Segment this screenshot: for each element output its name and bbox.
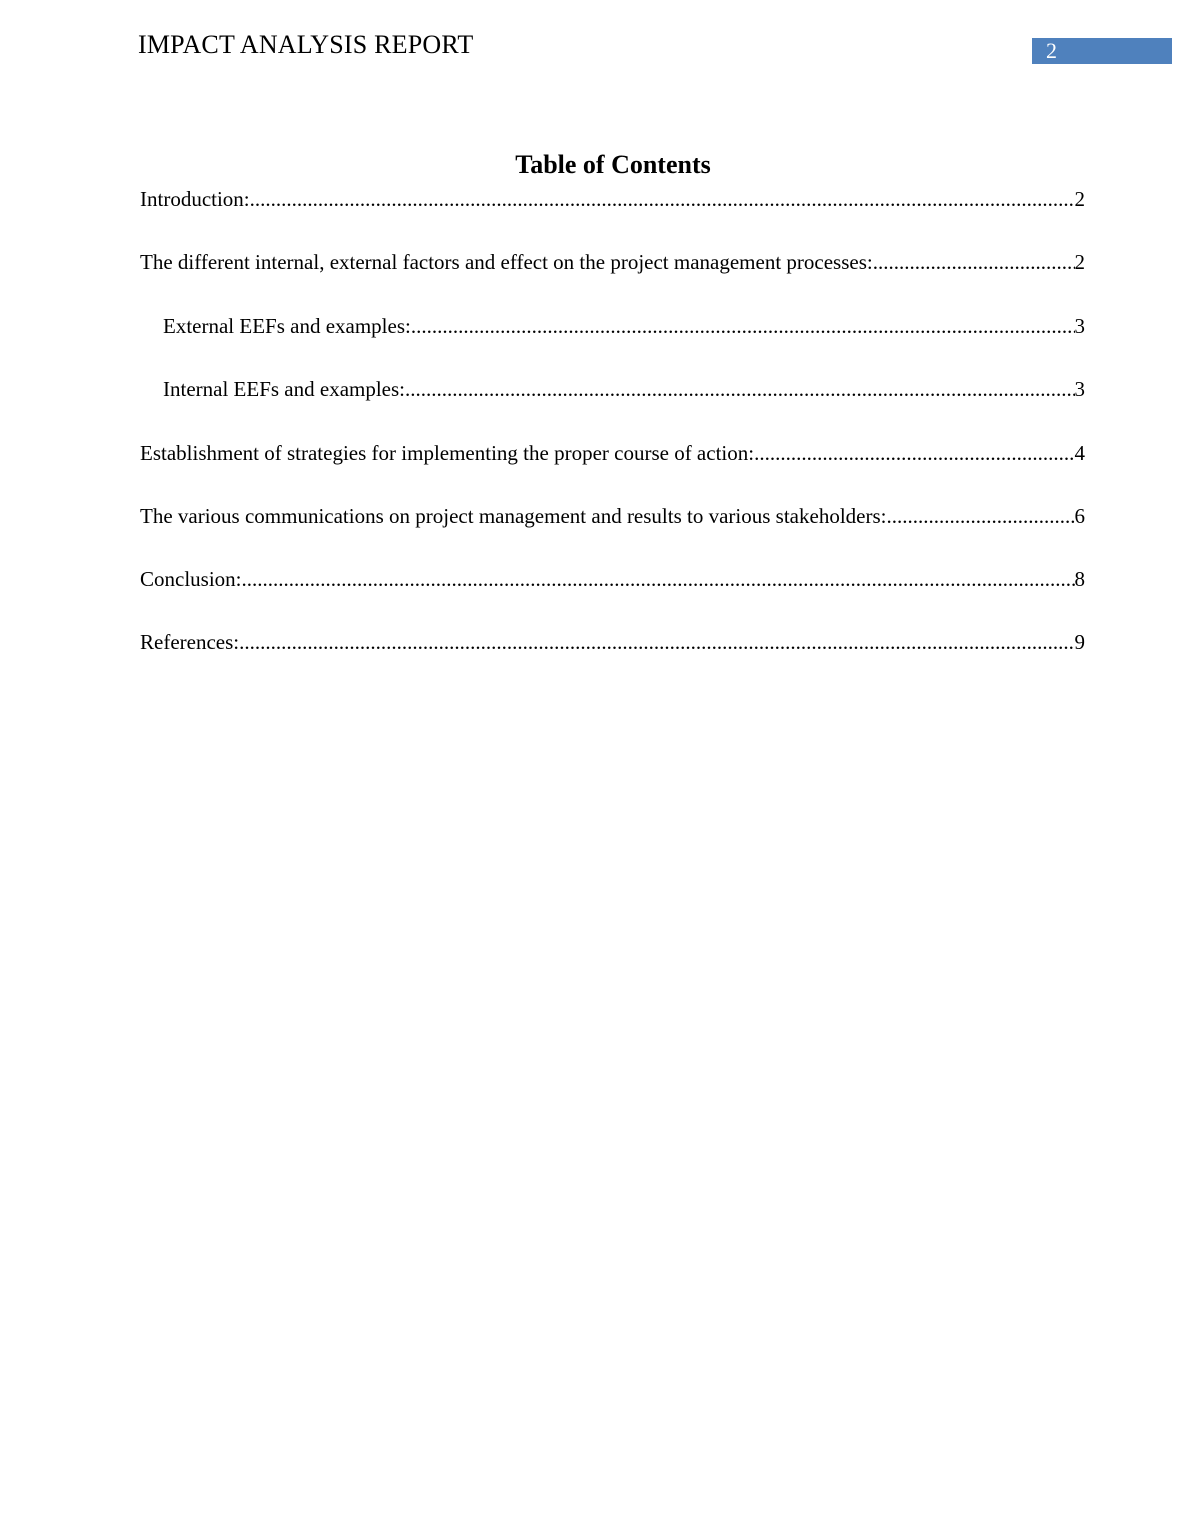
toc-dot-leader — [239, 625, 1074, 659]
toc-entry-strategies[interactable] — [140, 436, 1085, 470]
toc-entry-text: The different internal, external factors and effect on the project management processes: — [140, 250, 873, 274]
toc-entry-text: External EEFs and examples: — [163, 314, 411, 338]
toc-entry-conclusion[interactable] — [140, 562, 1085, 596]
header-title: IMPACT ANALYSIS REPORT — [138, 30, 474, 59]
toc-entry-text: Internal EEFs and examples: — [163, 377, 406, 401]
toc-entry-external-eefs[interactable] — [163, 309, 1085, 343]
toc-entry-text: Establishment of strategies for implementing the proper course of action: — [140, 441, 755, 465]
toc-entry-page: 2 — [1074, 250, 1085, 274]
toc-entry-page: 3 — [1074, 377, 1085, 401]
toc-entry-communications[interactable] — [140, 499, 1085, 533]
toc-entry-references[interactable] — [140, 625, 1085, 659]
toc-dot-leader — [873, 245, 1075, 279]
toc-entry-text: The various communications on project management and results to various stakeholders: — [140, 504, 887, 528]
toc-heading: Table of Contents — [515, 150, 711, 179]
toc-entry-page: 9 — [1074, 630, 1085, 654]
toc-entry-text: Introduction: — [140, 187, 250, 211]
toc-entry-page: 4 — [1074, 441, 1085, 465]
toc-dot-leader — [242, 562, 1075, 596]
toc-entry-factors[interactable] — [140, 245, 1085, 279]
toc-entry-text: Conclusion: — [140, 567, 242, 591]
page-number-badge: 2 — [1032, 38, 1172, 64]
toc-dot-leader — [405, 372, 1074, 406]
toc-entry-page: 3 — [1074, 314, 1085, 338]
toc-entry-internal-eefs[interactable] — [163, 372, 1085, 406]
toc-entry-page: 8 — [1074, 567, 1085, 591]
toc-dot-leader — [250, 182, 1075, 216]
toc-dot-leader — [886, 499, 1074, 533]
toc-dot-leader — [754, 436, 1074, 470]
toc-entry-page: 2 — [1074, 187, 1085, 211]
toc-entry-introduction[interactable] — [140, 182, 1085, 216]
toc-entry-page: 6 — [1074, 504, 1085, 528]
toc-entry-text: References: — [140, 630, 240, 654]
toc-dot-leader — [411, 309, 1075, 343]
